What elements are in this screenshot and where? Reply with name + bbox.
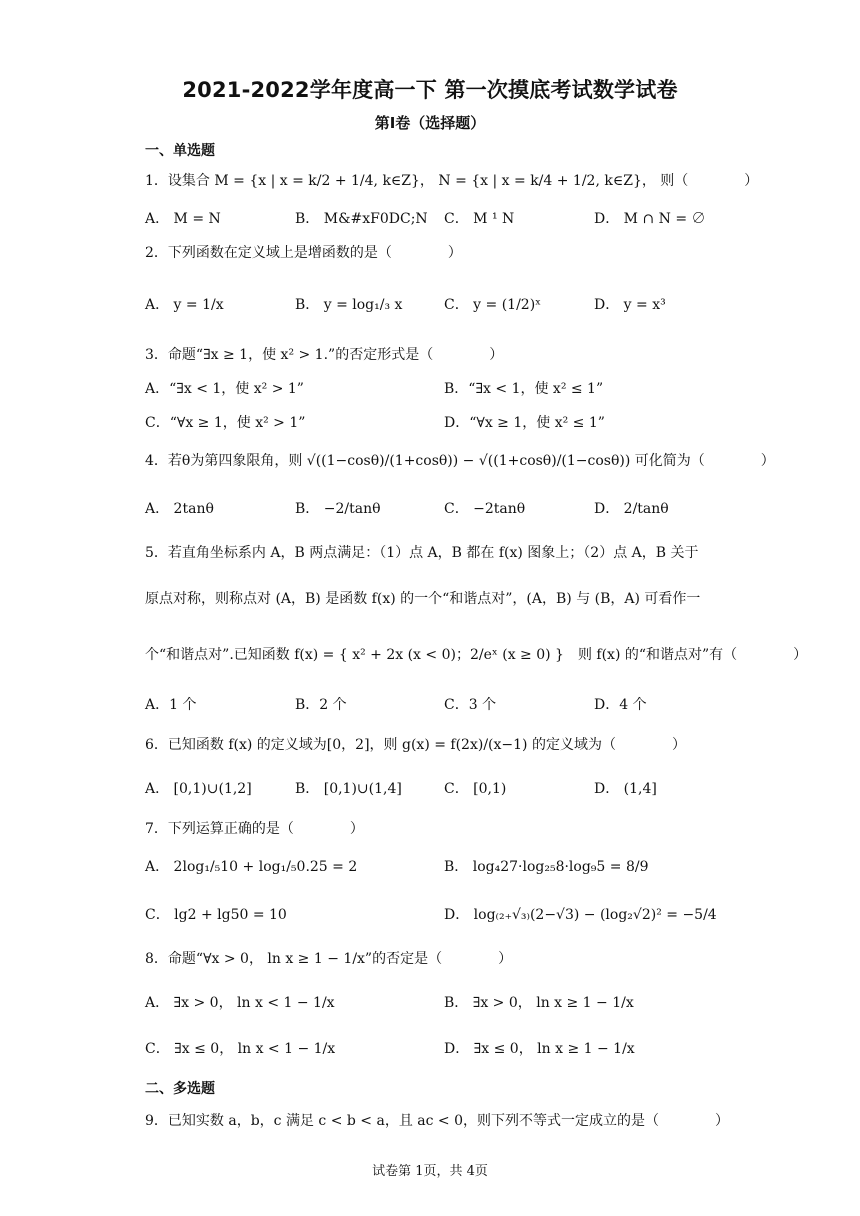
question-2-option-d: D． y = x³ (594, 297, 666, 313)
question-3-option-a: A．“∃x < 1，使 x² > 1” (145, 381, 304, 397)
question-3-stem: 3．命题“∃x ≥ 1，使 x² > 1.”的否定形式是（ ） (145, 347, 504, 363)
question-3-option-c: C．“∀x ≥ 1，使 x² > 1” (145, 415, 306, 431)
question-8-option-a: A． ∃x > 0， ln x < 1 − 1/x (145, 995, 335, 1011)
question-1-option-b: B． M&#xF0DC;N (295, 211, 428, 227)
question-7-option-a: A． 2log₁/₅10 + log₁/₅0.25 = 2 (145, 859, 358, 875)
question-6-option-c: C． [0,1) (444, 781, 507, 797)
question-2-stem: 2．下列函数在定义域上是增函数的是（ ） (145, 245, 462, 261)
question-1-option-c: C． M ¹ N (444, 211, 515, 227)
question-7-stem: 7．下列运算正确的是（ ） (145, 821, 364, 837)
question-5-option-c: C．3 个 (444, 697, 497, 713)
question-4-option-c: C． −2tanθ (444, 501, 526, 517)
question-4-option-a: A． 2tanθ (145, 501, 214, 517)
question-7-option-c: C． lg2 + lg50 = 10 (145, 907, 287, 923)
question-5-stem-line-1: 5．若直角坐标系内 A，B 两点满足：（1）点 A，B 都在 f(x) 图象上；（2）点 A，B 关于 (145, 545, 699, 561)
question-6-stem: 6．已知函数 f(x) 的定义域为[0，2]，则 g(x) = f(2x)/(x−1) 的定义域为（ ） (145, 737, 686, 753)
question-2-option-a: A． y = 1/x (145, 297, 224, 313)
section-single-choice: 一、单选题 (145, 143, 215, 159)
question-1-option-a: A． M = N (145, 211, 221, 227)
question-5-option-a: A．1 个 (145, 697, 197, 713)
question-9-stem: 9．已知实数 a，b，c 满足 c < b < a，且 ac < 0，则下列不等式一定成立的是（ ） (145, 1113, 729, 1129)
question-8-option-c: C． ∃x ≤ 0， ln x < 1 − 1/x (145, 1041, 336, 1057)
question-2-option-c: C． y = (1/2)ˣ (444, 297, 542, 313)
question-3-option-b: B．“∃x < 1，使 x² ≤ 1” (444, 381, 604, 397)
question-6-option-d: D． (1,4] (594, 781, 657, 797)
question-5-stem-line-3: 个“和谐点对”.已知函数 f(x) = { x² + 2x (x < 0)；2/eˣ (x ≥ 0) } 则 f(x) 的“和谐点对”有（ ） (145, 647, 808, 663)
question-6-option-b: B． [0,1)∪(1,4] (295, 781, 402, 797)
question-3-option-d: D．“∀x ≥ 1，使 x² ≤ 1” (444, 415, 605, 431)
question-7-option-b: B． log₄27·log₂₅8·log₉5 = 8/9 (444, 859, 649, 875)
question-5-option-d: D．4 个 (594, 697, 647, 713)
page-title: 2021-2022学年度高一下 第一次摸底考试数学试卷 (182, 78, 678, 102)
question-1-option-d: D． M ∩ N = ∅ (594, 211, 706, 227)
question-1-stem: 1．设集合 M = {x | x = k/2 + 1/4, k∈Z}， N = {x | x = k/4 + 1/2, k∈Z}， 则（ ） (145, 173, 759, 189)
question-4-option-b: B． −2/tanθ (295, 501, 381, 517)
page-footer: 试卷第 1页，共 4页 (372, 1164, 488, 1179)
question-7-option-d: D． log₍₂₊√₃₎(2−√3) − (log₂√2)² = −5/4 (444, 907, 717, 923)
question-6-option-a: A． [0,1)∪(1,2] (145, 781, 252, 797)
question-8-stem: 8．命题“∀x > 0， ln x ≥ 1 − 1/x”的否定是（ ） (145, 951, 513, 967)
part-subtitle: 第Ⅰ卷（选择题） (374, 114, 486, 132)
question-8-option-d: D． ∃x ≤ 0， ln x ≥ 1 − 1/x (444, 1041, 635, 1057)
section-multiple-choice: 二、多选题 (145, 1081, 215, 1097)
question-4-option-d: D． 2/tanθ (594, 501, 669, 517)
question-5-option-b: B．2 个 (295, 697, 347, 713)
question-8-option-b: B． ∃x > 0， ln x ≥ 1 − 1/x (444, 995, 634, 1011)
question-5-stem-line-2: 原点对称，则称点对 (A，B) 是函数 f(x) 的一个“和谐点对”，(A，B) 与 (B，A) 可看作一 (145, 591, 701, 607)
question-2-option-b: B． y = log₁/₃ x (295, 297, 403, 313)
question-4-stem: 4．若θ为第四象限角，则 √((1−cosθ)/(1+cosθ)) − √((1+cosθ)/(1−cosθ)) 可化简为（ ） (145, 453, 775, 469)
